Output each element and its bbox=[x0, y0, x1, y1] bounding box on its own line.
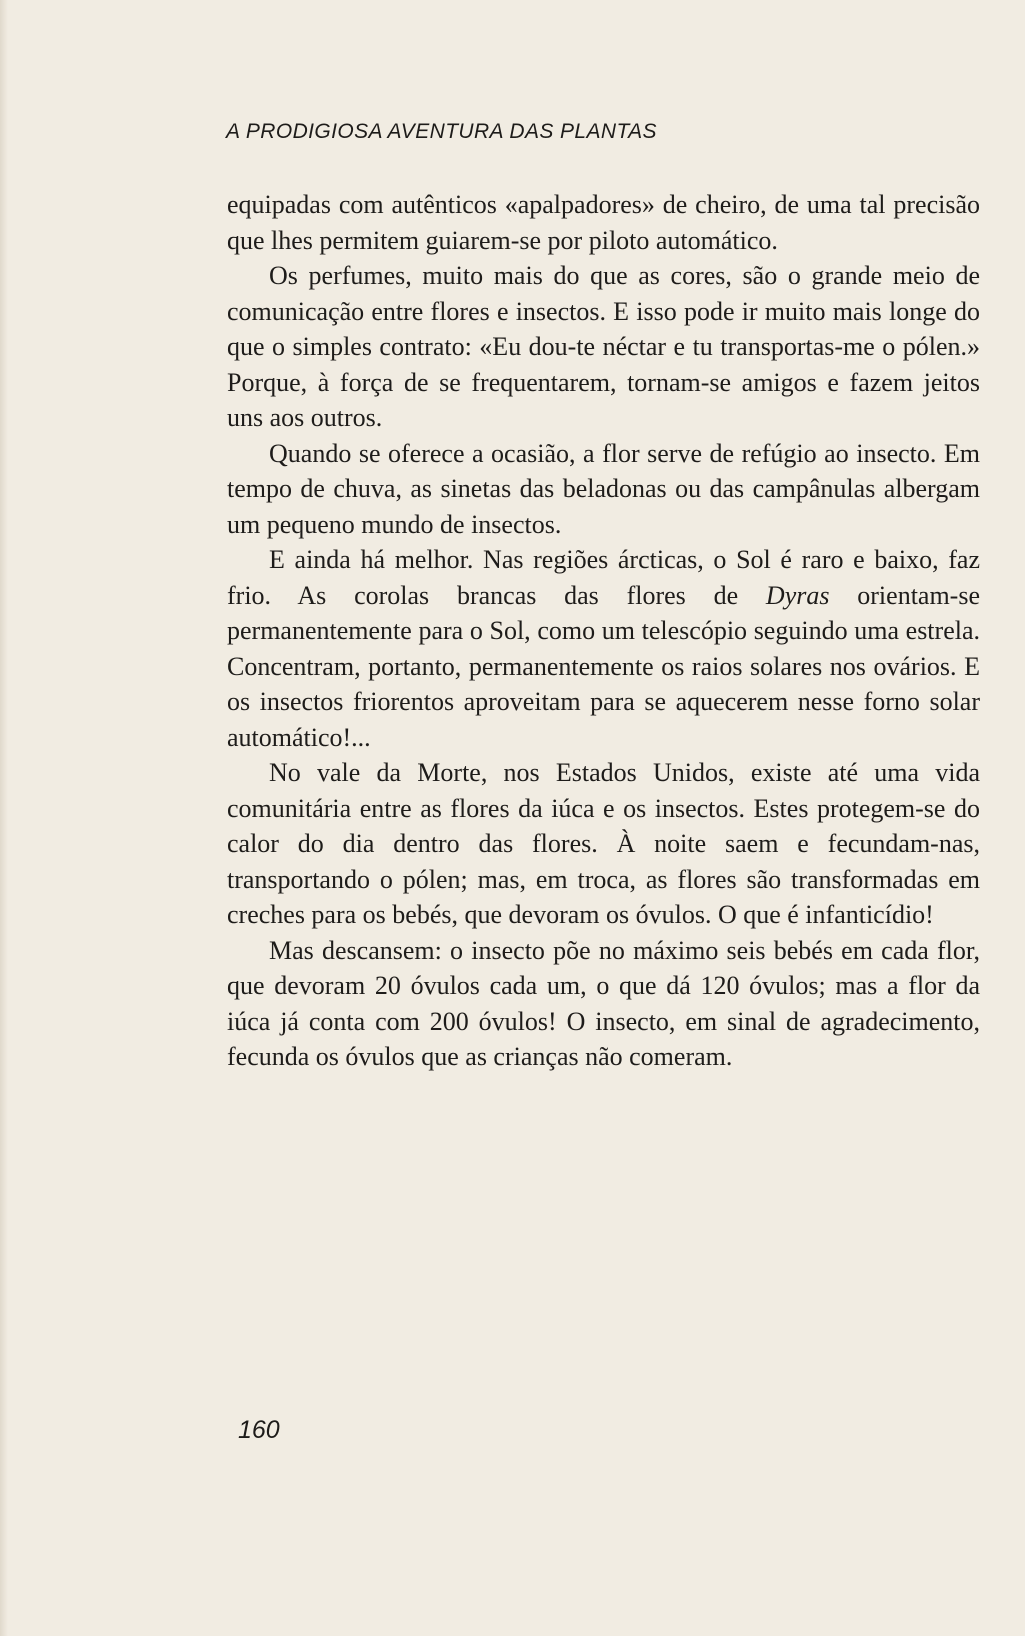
paragraph-perfumes: Os perfumes, muito mais do que as cores, são o grande meio de comunicação entre flores e insectos. E isso pode ir muito mais longe do que o simples contrato: «Eu dou-te néctar e tu transportas-me o pólen.» Porque, à força de se frequentarem, tornam-se amigos e fazem jeitos uns aos outros. bbox=[227, 261, 980, 432]
paragraph-refuge: Quando se oferece a ocasião, a flor serve de refúgio ao insecto. Em tempo de chuva, as sinetas das beladonas ou das campânulas albergam um pequeno mundo de insectos. bbox=[227, 438, 980, 539]
species-name-italic: Dyras bbox=[765, 580, 830, 610]
page-number: 160 bbox=[238, 1416, 280, 1444]
paragraph-yucca-ovules: Mas descansem: o insecto põe no máximo seis bebés em cada flor, que devoram 20 óvulos cada um, o que dá 120 óvulos; mas a flor da iúca já conta com 200 óvulos! O insecto, em sinal de agradecimento, fecunda os óvulos que as crianças não comeram. bbox=[227, 935, 980, 1071]
running-title: A PRODIGIOSA AVENTURA DAS PLANTAS bbox=[226, 120, 657, 143]
paragraph-arctic bbox=[227, 542, 980, 755]
arctic-text-start: E ainda há melhor. Nas regiões árcticas, o Sol é raro e baixo, faz frio. As corolas brancas das flores de bbox=[227, 545, 980, 610]
page-edge bbox=[0, 0, 8, 1636]
arctic-text-end: orientam-se permanentemente para o Sol, como um telescópio seguindo uma estrela. Concentram, portanto, permanentemente os raios solares nos ovários. E os insectos friorentos aproveitam para se aquecerem nesse forno solar automático!... bbox=[227, 580, 981, 752]
body-text bbox=[227, 187, 980, 1075]
paragraph-continuation: equipadas com autênticos «apalpadores» de cheiro, de uma tal precisão que lhes permitem guiarem-se por piloto automático. bbox=[227, 190, 980, 255]
paragraph-death-valley: No vale da Morte, nos Estados Unidos, existe até uma vida comunitária entre as flores da iúca e os insectos. Estes protegem-se do calor do dia dentro das flores. À noite saem e fecundam-nas, transportando o pólen; mas, em troca, as flores são transformadas em creches para os bebés, que devoram os óvulos. O que é infanticídio! bbox=[227, 758, 980, 929]
